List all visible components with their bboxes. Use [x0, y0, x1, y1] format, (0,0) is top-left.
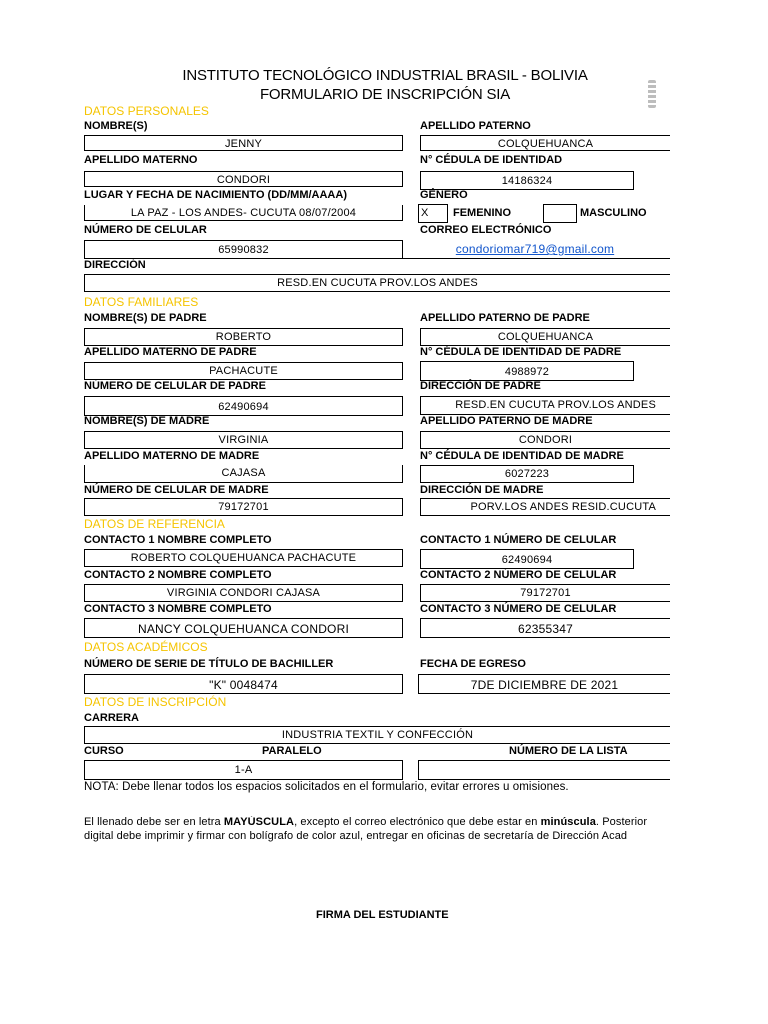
section-datos-inscripcion: DATOS DE INSCRIPCIÓN [84, 695, 227, 709]
label-titulo-bachiller: NÚMERO DE SERIE DE TÍTULO DE BACHILLER [84, 658, 334, 670]
field-apellido-materno[interactable]: CONDORI [84, 171, 403, 187]
section-datos-academicos: DATOS ACADÉMICOS [84, 640, 208, 654]
instructions-text: El llenado debe ser en letra [84, 816, 224, 828]
field-madre-celular[interactable]: 79172701 [84, 498, 403, 516]
field-padre-nombre[interactable]: ROBERTO [84, 328, 403, 346]
label-padre-paterno: APELLIDO PATERNO DE PADRE [420, 312, 590, 324]
label-genero: GÉNERO [420, 189, 468, 201]
field-contacto3-celular[interactable]: 62355347 [420, 618, 670, 638]
label-apellido-paterno: APELLIDO PATERNO [420, 120, 531, 132]
label-padre-celular: NÚMERO DE CELULAR DE PADRE [84, 380, 266, 392]
label-madre-celular: NÚMERO DE CELULAR DE MADRE [84, 484, 269, 496]
label-nacimiento: LUGAR Y FECHA DE NACIMIENTO (DD/MM/AAAA) [84, 189, 347, 201]
field-nacimiento[interactable]: LA PAZ - LOS ANDES- CUCUTA 08/07/2004 [84, 205, 403, 221]
divider-line [84, 258, 670, 259]
label-madre-direccion: DIRECCIÓN DE MADRE [420, 484, 544, 496]
field-fecha-egreso[interactable]: 7DE DICIEMBRE DE 2021 [418, 674, 670, 694]
label-cedula: N° CÉDULA DE IDENTIDAD [420, 154, 563, 166]
field-numero-lista[interactable] [418, 760, 670, 780]
field-direccion[interactable]: RESD.EN CUCUTA PROV.LOS ANDES [84, 274, 670, 292]
field-nombres[interactable]: JENNY [84, 135, 403, 151]
label-contacto2-nombre: CONTACTO 2 NOMBRE COMPLETO [84, 569, 272, 581]
form-title-subtitle: FORMULARIO DE INSCRIPCIÓN SIA [259, 86, 511, 103]
field-contacto1-nombre[interactable]: ROBERTO COLQUEHUANCA PACHACUTE [84, 549, 403, 567]
section-datos-personales: DATOS PERSONALES [84, 104, 209, 118]
label-femenino: FEMENINO [453, 207, 512, 219]
field-titulo-bachiller[interactable]: "K" 0048474 [84, 674, 403, 694]
instructions-uppercase: MAYÚSCULA [223, 816, 295, 828]
label-numero-lista: NÚMERO DE LA LISTA [509, 745, 628, 757]
label-padre-materno: APELLIDO MATERNO DE PADRE [84, 346, 257, 358]
label-direccion: DIRECCIÓN [84, 259, 146, 271]
field-curso-paralelo[interactable]: 1-A [84, 760, 403, 780]
label-apellido-materno: APELLIDO MATERNO [84, 154, 198, 166]
field-apellido-paterno[interactable]: COLQUEHUANCA [420, 135, 670, 151]
field-madre-ci[interactable]: 6027223 [420, 465, 634, 483]
field-carrera[interactable]: INDUSTRIA TEXTIL Y CONFECCIÓN [84, 726, 670, 744]
instructions-text: , excepto el correo electrónico que debe estar en [294, 816, 541, 828]
label-madre-paterno: APELLIDO PATERNO DE MADRE [420, 415, 593, 427]
label-fecha-egreso: FECHA DE EGRESO [420, 658, 526, 670]
field-contacto2-celular[interactable]: 79172701 [420, 584, 670, 602]
label-masculino: MASCULINO [580, 207, 647, 219]
field-contacto2-nombre[interactable]: VIRGINIA CONDORI CAJASA [84, 584, 403, 602]
instructions-text: . Posterior [595, 816, 648, 828]
field-padre-celular[interactable]: 62490694 [84, 396, 403, 416]
field-padre-paterno[interactable]: COLQUEHUANCA [420, 328, 670, 346]
instructions-line-2: digital debe imprimir y firmar con bolígrafo de color azul, entregar en oficinas de secretaría de Dirección Acad [84, 830, 628, 842]
label-nombres: NOMBRE(S) [84, 120, 148, 132]
field-contacto1-celular[interactable]: 62490694 [420, 549, 634, 569]
section-datos-referencia: DATOS DE REFERENCIA [84, 517, 225, 531]
instructions-lowercase: minúscula [540, 816, 596, 828]
section-datos-familiares: DATOS FAMILIARES [84, 295, 199, 309]
label-madre-nombre: NOMBRE(S) DE MADRE [84, 415, 210, 427]
checkbox-femenino[interactable]: X [418, 204, 448, 223]
label-contacto3-nombre: CONTACTO 3 NOMBRE COMPLETO [84, 603, 272, 615]
label-celular: NÚMERO DE CELULAR [84, 224, 207, 236]
label-contacto1-nombre: CONTACTO 1 NOMBRE COMPLETO [84, 534, 272, 546]
field-contacto3-nombre[interactable]: NANCY COLQUEHUANCA CONDORI [84, 618, 403, 638]
field-padre-direccion[interactable]: RESD.EN CUCUTA PROV.LOS ANDES [420, 396, 670, 415]
field-madre-direccion[interactable]: PORV.LOS ANDES RESID.CUCUTA [420, 498, 670, 516]
label-padre-direccion: DIRECCIÓN DE PADRE [420, 380, 541, 392]
field-madre-nombre[interactable]: VIRGINIA [84, 431, 403, 449]
label-contacto3-celular: CONTACTO 3 NÚMERO DE CELULAR [420, 603, 617, 615]
form-title-institute: INSTITUTO TECNOLÓGICO INDUSTRIAL BRASIL - BOLIVIA [182, 67, 588, 84]
field-cedula[interactable]: 14186324 [420, 171, 634, 190]
label-correo: CORREO ELECTRÓNICO [420, 224, 552, 236]
field-padre-materno[interactable]: PACHACUTE [84, 362, 403, 380]
label-paralelo: PARALELO [262, 745, 322, 757]
label-contacto2-celular: CONTACTO 2 NÚMERO DE CELULAR [420, 569, 617, 581]
field-celular[interactable]: 65990832 [84, 240, 403, 259]
label-curso: CURSO [84, 745, 124, 757]
field-madre-paterno[interactable]: CONDORI [420, 431, 670, 449]
note-text: NOTA: Debe llenar todos los espacios solicitados en el formulario, evitar errores u omisiones. [84, 781, 569, 793]
label-madre-materno: APELLIDO MATERNO DE MADRE [84, 450, 260, 462]
field-padre-ci[interactable]: 4988972 [420, 361, 634, 381]
field-madre-materno[interactable]: CAJASA [84, 465, 403, 483]
label-contacto1-celular: CONTACTO 1 NÚMERO DE CELULAR [420, 534, 617, 546]
institute-logo-icon [648, 80, 656, 108]
signature-label: FIRMA DEL ESTUDIANTE [316, 909, 449, 921]
label-padre-nombre: NOMBRE(S) DE PADRE [84, 312, 207, 324]
label-padre-ci: N° CÉDULA DE IDENTIDAD DE PADRE [420, 346, 622, 358]
label-carrera: CARRERA [84, 712, 139, 724]
instructions-line-1 [84, 816, 658, 828]
label-madre-ci: N° CÉDULA DE IDENTIDAD DE MADRE [420, 450, 624, 462]
checkbox-masculino[interactable] [543, 204, 577, 223]
field-correo[interactable]: condoriomar719@gmail.com [455, 242, 615, 256]
